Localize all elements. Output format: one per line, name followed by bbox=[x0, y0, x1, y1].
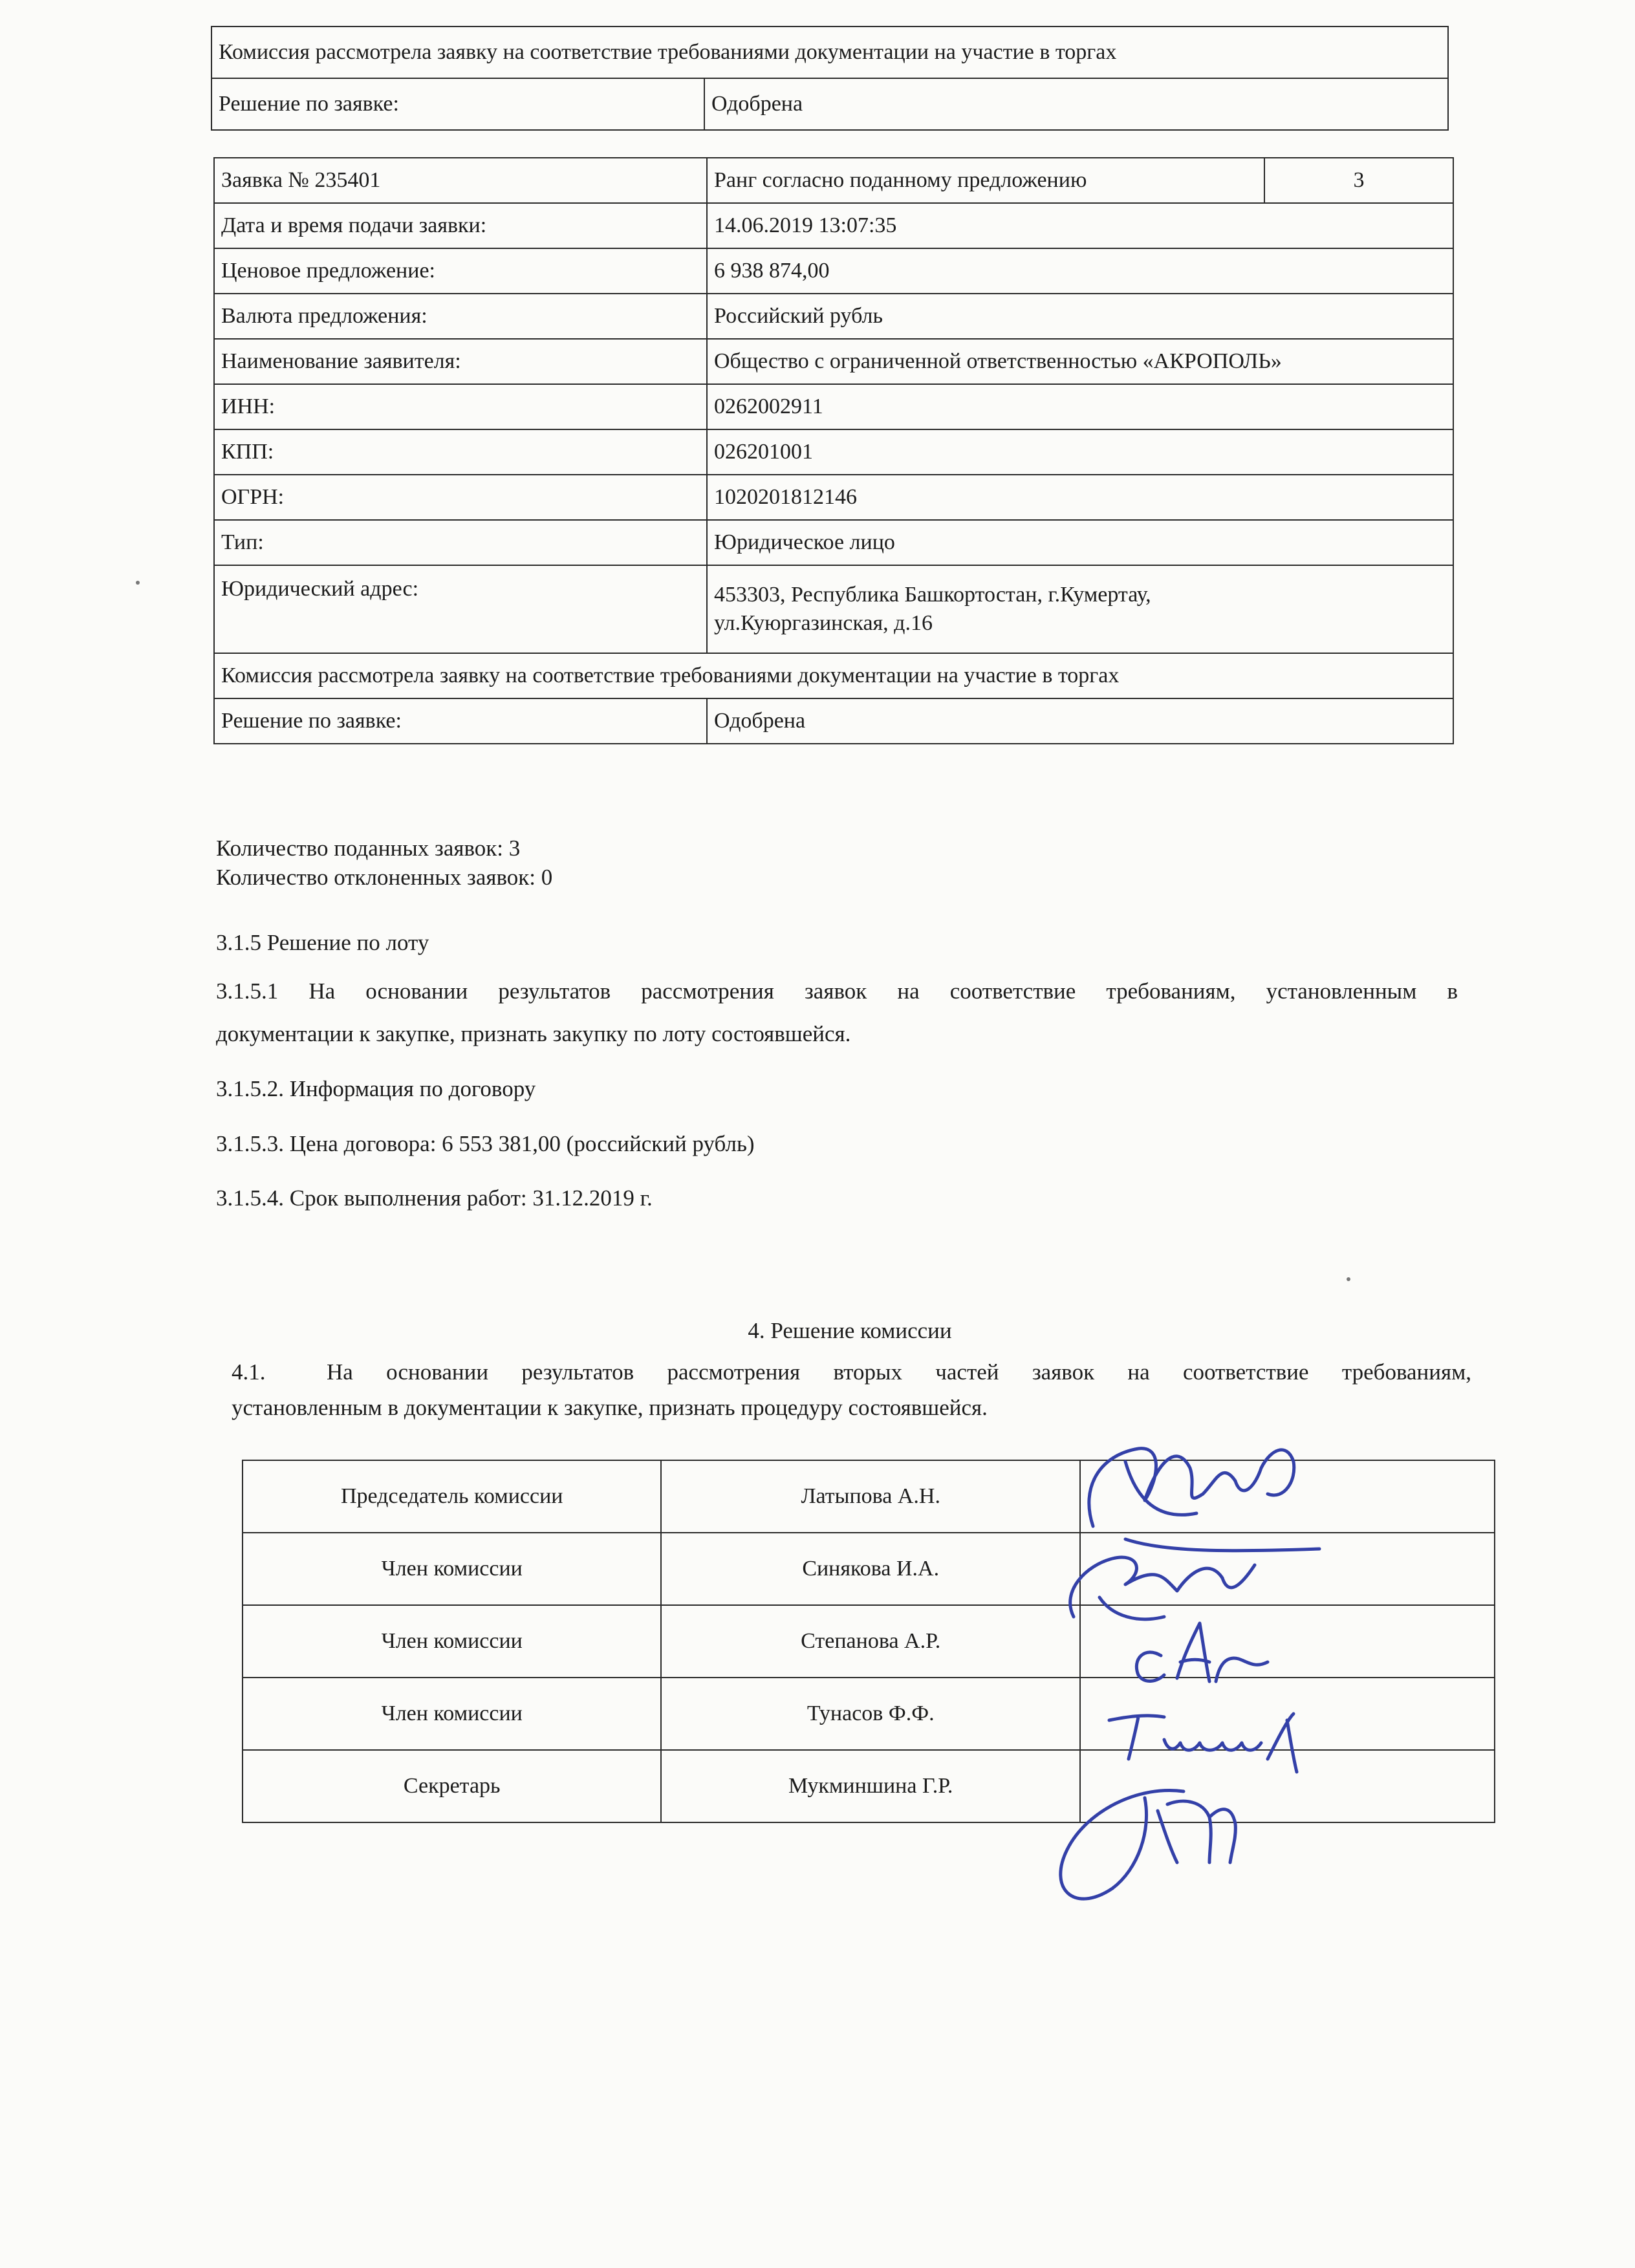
row-value: Российский рубль bbox=[707, 294, 1453, 339]
section4-line1: На основании результатов рассмотрения вторых частей заявок на соответствие требованиям, bbox=[327, 1359, 1471, 1385]
table-row bbox=[214, 384, 1453, 429]
table-row bbox=[214, 429, 1453, 475]
commission-role: Председатель комиссии bbox=[243, 1460, 661, 1533]
commission-review-text: Комиссия рассмотрела заявку на соответствие требованиями документации на участие в торгах bbox=[211, 27, 1448, 78]
scan-speck bbox=[136, 581, 140, 585]
commission-role: Член комиссии bbox=[243, 1533, 661, 1605]
lot-decision-p3: 3.1.5.3. Цена договора: 6 553 381,00 (российский рубль) bbox=[216, 1131, 755, 1156]
address-line-2: ул.Куюргазинская, д.16 bbox=[714, 611, 933, 635]
lot-decision-p2: 3.1.5.2. Информация по договору bbox=[216, 1076, 536, 1101]
row-label: Ценовое предложение: bbox=[214, 248, 707, 294]
decision-label: Решение по заявке: bbox=[211, 78, 704, 130]
row-label: КПП: bbox=[214, 429, 707, 475]
section4-number: 4.1. bbox=[232, 1359, 266, 1385]
table-row bbox=[214, 248, 1453, 294]
signature-cell bbox=[1080, 1533, 1495, 1605]
section4-line2: установленным в документации к закупке, признать процедуру состоявшейся. bbox=[232, 1395, 988, 1420]
table-row bbox=[214, 520, 1453, 565]
submitted-count: Количество поданных заявок: 3 bbox=[216, 836, 521, 861]
row-value: 6 938 874,00 bbox=[707, 248, 1453, 294]
row-label: Валюта предложения: bbox=[214, 294, 707, 339]
row-label: ИНН: bbox=[214, 384, 707, 429]
table-row bbox=[243, 1533, 1495, 1605]
table-row bbox=[243, 1678, 1495, 1750]
commission-role: Член комиссии bbox=[243, 1678, 661, 1750]
previous-application-table bbox=[211, 26, 1449, 131]
commission-name: Тунасов Ф.Ф. bbox=[661, 1678, 1080, 1750]
row-value: 0262002911 bbox=[707, 384, 1453, 429]
signature-cell bbox=[1080, 1460, 1495, 1533]
commission-role: Секретарь bbox=[243, 1750, 661, 1822]
signature-cell bbox=[1080, 1678, 1495, 1750]
commission-name: Синякова И.А. bbox=[661, 1533, 1080, 1605]
lot-decision-p1-line1: 3.1.5.1 На основании результатов рассмотрения заявок на соответствие требованиям, установленным в bbox=[216, 978, 1458, 1004]
application-number: Заявка № 235401 bbox=[214, 158, 707, 203]
row-value: Юридическое лицо bbox=[707, 520, 1453, 565]
commission-name: Латыпова А.Н. bbox=[661, 1460, 1080, 1533]
signature-cell bbox=[1080, 1605, 1495, 1678]
table-row bbox=[243, 1750, 1495, 1822]
table-row bbox=[214, 294, 1453, 339]
address-label: Юридический адрес: bbox=[214, 565, 707, 653]
commission-review-text: Комиссия рассмотрела заявку на соответствие требованиями документации на участие в торгах bbox=[214, 653, 1453, 698]
row-value: 026201001 bbox=[707, 429, 1453, 475]
lot-decision-heading: 3.1.5 Решение по лоту bbox=[216, 930, 429, 955]
row-label: Наименование заявителя: bbox=[214, 339, 707, 384]
rank-label: Ранг согласно поданному предложению bbox=[707, 158, 1264, 203]
decision-value: Одобрена bbox=[707, 698, 1453, 744]
table-row bbox=[214, 203, 1453, 248]
row-value: Общество с ограниченной ответственностью «АКРОПОЛЬ» bbox=[707, 339, 1453, 384]
table-row bbox=[214, 475, 1453, 520]
lot-decision-p4: 3.1.5.4. Срок выполнения работ: 31.12.2019 г. bbox=[216, 1185, 653, 1211]
section4-heading: 4. Решение комиссии bbox=[748, 1318, 952, 1343]
address-line-1: 453303, Республика Башкортостан, г.Кумертау, bbox=[714, 582, 1151, 607]
table-row bbox=[214, 565, 1453, 653]
lot-decision-p1-line2: документации к закупке, признать закупку по лоту состоявшейся. bbox=[216, 1021, 851, 1046]
commission-name: Мукминшина Г.Р. bbox=[661, 1750, 1080, 1822]
row-label: Тип: bbox=[214, 520, 707, 565]
row-value: 1020201812146 bbox=[707, 475, 1453, 520]
decision-label: Решение по заявке: bbox=[214, 698, 707, 744]
scan-speck bbox=[1347, 1277, 1350, 1281]
rank-value: 3 bbox=[1264, 158, 1453, 203]
table-row bbox=[243, 1460, 1495, 1533]
table-row bbox=[243, 1605, 1495, 1678]
commission-role: Член комиссии bbox=[243, 1605, 661, 1678]
row-value: 14.06.2019 13:07:35 bbox=[707, 203, 1453, 248]
application-table bbox=[213, 157, 1454, 744]
row-label: Дата и время подачи заявки: bbox=[214, 203, 707, 248]
table-row bbox=[214, 339, 1453, 384]
commission-table bbox=[242, 1460, 1495, 1823]
decision-value: Одобрена bbox=[704, 78, 1448, 130]
address-value bbox=[707, 565, 1453, 653]
rejected-count: Количество отклоненных заявок: 0 bbox=[216, 865, 553, 890]
row-label: ОГРН: bbox=[214, 475, 707, 520]
signature-cell bbox=[1080, 1750, 1495, 1822]
commission-name: Степанова А.Р. bbox=[661, 1605, 1080, 1678]
